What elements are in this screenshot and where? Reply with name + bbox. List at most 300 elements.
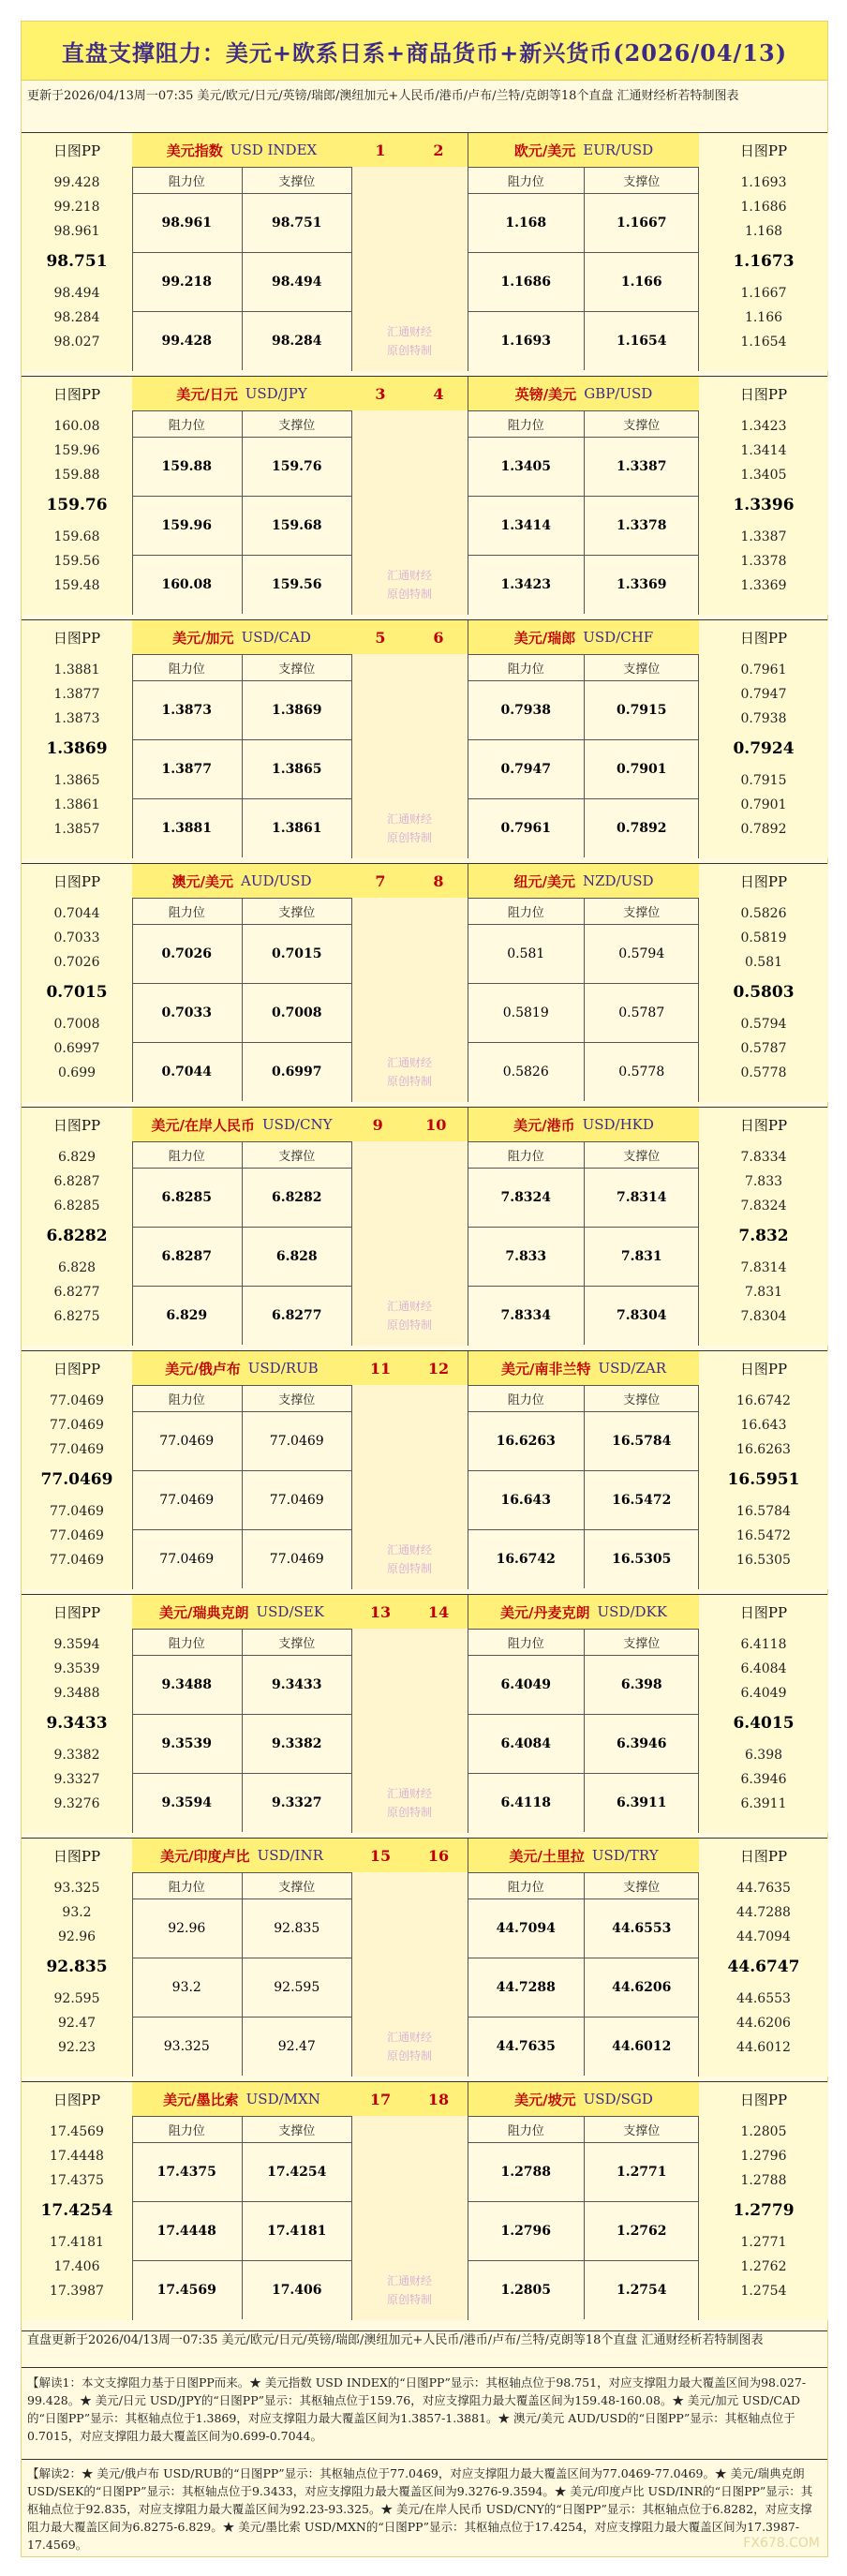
pp-column-right [698, 1595, 828, 1833]
watermark [351, 1297, 468, 1334]
pair-header-right [468, 2082, 699, 2117]
pp-column-right [698, 620, 828, 858]
pair-numbers [351, 1351, 468, 1386]
resistance-value: 9.3488 [132, 1655, 243, 1714]
levels-row [468, 496, 699, 556]
pp-level: 1.3861 [53, 797, 100, 812]
pp-level: 7.833 [744, 1173, 783, 1189]
pair-numbers [351, 864, 468, 899]
resistance-header: 阻力位 [468, 1141, 585, 1168]
pivot-point: 6.8282 [46, 1227, 108, 1245]
middle-spacer [351, 1141, 468, 1346]
middle-spacer [351, 410, 468, 615]
support-header: 支撑位 [623, 662, 661, 677]
support-value: 1.3378 [616, 517, 667, 533]
pp-level: 17.4569 [50, 2123, 104, 2139]
levels-table-right [468, 1872, 699, 2077]
pair-name: 美元/南非兰特 [500, 1360, 591, 1377]
pair-numbers [351, 2082, 468, 2117]
watermark-line: 汇通财经 [386, 2274, 432, 2287]
support-header: 支撑位 [278, 418, 316, 433]
levels-table-right [468, 1385, 699, 1589]
pp-level: 6.8277 [53, 1284, 100, 1300]
pp-level: 44.7288 [736, 1904, 791, 1920]
pp-level: 1.2754 [740, 2283, 787, 2299]
levels-header [468, 898, 699, 925]
pp-level: 9.3382 [53, 1747, 100, 1763]
levels-table-right [468, 167, 699, 371]
pp-column-left [22, 133, 133, 371]
support-value: 44.6012 [612, 2038, 672, 2054]
pp-level: 0.7938 [740, 710, 787, 726]
levels-table-left [132, 1629, 352, 1833]
pivot-point: 92.835 [46, 1958, 108, 1976]
resistance-value: 9.3539 [132, 1714, 243, 1773]
pair-header-left [132, 2082, 352, 2117]
pair-header-right [468, 620, 699, 655]
levels-row [132, 680, 351, 740]
resistance-value: 44.7635 [468, 2017, 585, 2076]
pp-level: 77.0469 [50, 1503, 104, 1519]
pp-column-left [22, 1595, 133, 1833]
resistance-value: 159.96 [132, 496, 243, 555]
support-value: 98.494 [271, 274, 322, 290]
pp-level: 159.88 [53, 467, 100, 483]
levels-row [132, 2017, 351, 2076]
support-header: 支撑位 [623, 2123, 661, 2138]
pp-header: 日图PP [52, 872, 101, 890]
pp-level: 1.1686 [740, 199, 787, 215]
resistance-value: 6.4084 [468, 1714, 585, 1773]
page [21, 21, 828, 2557]
pp-column-right [698, 1108, 828, 1346]
levels-row [132, 193, 351, 253]
pivot-point: 1.2779 [733, 2201, 795, 2220]
pp-level: 1.3857 [53, 821, 100, 837]
support-value: 159.56 [271, 576, 322, 592]
support-value: 1.2754 [616, 2282, 667, 2298]
pp-column-right [698, 864, 828, 1102]
resistance-value: 16.643 [468, 1470, 585, 1529]
pair-number-left: 15 [369, 1846, 392, 1865]
levels-row [468, 252, 699, 312]
levels-row [132, 1655, 351, 1715]
pair-code: NZD/USD [582, 872, 654, 889]
levels-row [468, 2201, 699, 2261]
resistance-value: 0.5826 [468, 1042, 585, 1101]
resistance-value: 160.08 [132, 555, 243, 614]
pair-name: 美元/墨比索 [163, 2091, 239, 2108]
pair-number-left: 9 [372, 1115, 383, 1134]
pp-level: 1.3865 [53, 772, 100, 788]
pp-header: 日图PP [739, 385, 788, 403]
support-value: 0.7015 [271, 946, 322, 961]
pair-name: 英镑/美元 [514, 385, 577, 403]
pp-level: 6.829 [57, 1149, 97, 1165]
levels-header [132, 167, 351, 194]
resistance-value: 99.428 [132, 311, 243, 370]
levels-table-right [468, 654, 699, 858]
pp-header: 日图PP [739, 1360, 788, 1377]
pp-level: 44.7635 [736, 1880, 791, 1896]
pp-level: 159.48 [53, 577, 100, 593]
pp-level: 16.6263 [736, 1441, 791, 1457]
pair-block [22, 132, 827, 371]
pair-block [22, 1350, 827, 1589]
resistance-value: 9.3594 [132, 1773, 243, 1832]
pp-level: 0.7901 [740, 797, 787, 812]
resistance-value: 0.5819 [468, 983, 585, 1042]
pair-numbers [351, 133, 468, 168]
support-header: 支撑位 [623, 174, 661, 189]
resistance-header: 阻力位 [468, 654, 585, 680]
pp-level: 1.2762 [740, 2258, 787, 2274]
resistance-header: 阻力位 [132, 1629, 243, 1655]
pp-level: 159.56 [53, 553, 100, 569]
pp-level: 1.3873 [53, 710, 100, 726]
pp-level: 77.0469 [50, 1527, 104, 1543]
pp-level: 7.8304 [740, 1308, 787, 1324]
middle-spacer [351, 1872, 468, 2077]
pp-level: 1.168 [744, 223, 783, 239]
resistance-value: 1.1693 [468, 311, 585, 370]
support-value: 1.2771 [616, 2164, 667, 2180]
resistance-header: 阻力位 [132, 167, 243, 193]
note-1: 【解读1：本文支撑阻力基于日图PP而来。★ 美元指数 USD INDEX的“日图PP”显示：其枢轴点位于98.751，对应支撑阻力最大覆盖区间为98.027-99.428。★ 美元/日元 USD/JPY的“日图PP”显示：其枢轴点位于159.76，对应支撑阻力最大覆盖区间为159.48-160.08。★ 美元/加元 USD/CAD的“日图PP”显示：其枢轴点位于1.3869，对应支撑阻力最大覆盖区间为1.3857-1.3881。★ 澳元/美元 AUD/USD的“日图PP”显示：其枢轴点位于0.7015，对应支撑阻力最大覆盖区间为0.699-0.7044。 [22, 2372, 827, 2460]
resistance-value: 0.7938 [468, 680, 585, 739]
resistance-value: 7.833 [468, 1227, 585, 1286]
resistance-value: 77.0469 [132, 1470, 243, 1529]
resistance-header: 阻力位 [132, 2116, 243, 2142]
pair-numbers [351, 620, 468, 655]
levels-header [132, 1629, 351, 1656]
pp-level: 0.6997 [53, 1040, 100, 1056]
pp-column-right [698, 377, 828, 615]
levels-header [468, 2116, 699, 2143]
support-header: 支撑位 [278, 1392, 316, 1407]
pp-level: 6.4049 [740, 1685, 787, 1701]
pair-header-left [132, 133, 352, 168]
support-value: 7.8314 [616, 1189, 667, 1205]
pivot-point: 159.76 [46, 496, 108, 514]
resistance-value: 44.7094 [468, 1898, 585, 1958]
pivot-point: 0.7015 [46, 983, 108, 1002]
support-value: 0.6997 [271, 1064, 322, 1080]
pp-level: 7.831 [744, 1284, 783, 1300]
pp-header: 日图PP [52, 1360, 101, 1377]
pair-name: 美元/在岸人民币 [151, 1116, 255, 1134]
levels-row [468, 311, 699, 370]
pp-header: 日图PP [739, 629, 788, 647]
pair-name: 美元/土里拉 [509, 1847, 585, 1865]
pp-level: 160.08 [53, 418, 100, 434]
resistance-value: 7.8324 [468, 1168, 585, 1227]
support-header: 支撑位 [623, 1149, 661, 1164]
levels-row [468, 555, 699, 614]
levels-row [468, 437, 699, 497]
pair-name: 美元/坡元 [514, 2091, 576, 2108]
pp-level: 6.8275 [53, 1308, 100, 1324]
support-header: 支撑位 [278, 905, 316, 920]
pair-number-right: 4 [433, 384, 444, 403]
pair-header-left [132, 1351, 352, 1386]
support-value: 9.3433 [271, 1676, 322, 1692]
levels-header [132, 1141, 351, 1169]
resistance-value: 92.96 [132, 1898, 243, 1958]
levels-table-left [132, 1141, 352, 1346]
watermark-line: 原创特制 [386, 831, 432, 844]
levels-table-left [132, 898, 352, 1102]
levels-header [468, 1629, 699, 1656]
levels-header [132, 410, 351, 438]
watermark-line: 原创特制 [386, 2049, 432, 2062]
pair-name: 美元/瑞郎 [513, 629, 576, 647]
pair-number-right: 16 [427, 1846, 450, 1865]
watermark-line: 汇通财经 [386, 1056, 432, 1069]
resistance-value: 1.3414 [468, 496, 585, 555]
support-header: 支撑位 [278, 1636, 316, 1651]
resistance-value: 77.0469 [132, 1529, 243, 1588]
pair-name: 美元/日元 [176, 385, 238, 403]
levels-row [468, 1227, 699, 1287]
levels-row [132, 1411, 351, 1471]
levels-header [132, 1385, 351, 1412]
middle-spacer [351, 654, 468, 858]
pp-header: 日图PP [739, 872, 788, 890]
pair-block [22, 619, 827, 858]
levels-row [132, 1168, 351, 1228]
support-value: 92.835 [274, 1920, 320, 1936]
resistance-header: 阻力位 [468, 167, 585, 193]
pair-block [22, 1594, 827, 1833]
pair-numbers [351, 1108, 468, 1142]
watermark-line: 原创特制 [386, 2293, 432, 2306]
watermark [351, 322, 468, 360]
pair-number-left: 17 [369, 2090, 392, 2108]
levels-row [468, 193, 699, 253]
levels-header [468, 1141, 699, 1169]
watermark-line: 原创特制 [386, 344, 432, 357]
support-header: 支撑位 [278, 662, 316, 677]
resistance-value: 0.7961 [468, 798, 585, 857]
resistance-header: 阻力位 [468, 2116, 585, 2142]
pivot-point: 9.3433 [46, 1714, 108, 1733]
pivot-point: 7.832 [738, 1227, 789, 1245]
levels-row [468, 1411, 699, 1471]
pp-header: 日图PP [739, 1847, 788, 1865]
pp-level: 77.0469 [50, 1441, 104, 1457]
levels-table-left [132, 1385, 352, 1589]
pp-level: 92.595 [53, 1990, 100, 2006]
pp-level: 16.5305 [736, 1552, 791, 1568]
resistance-value: 44.7288 [468, 1958, 585, 2017]
pp-level: 0.699 [57, 1065, 97, 1080]
pivot-point: 1.1673 [733, 252, 795, 271]
levels-row [132, 1714, 351, 1774]
support-value: 44.6553 [612, 1920, 672, 1936]
support-header: 支撑位 [278, 174, 316, 189]
support-value: 7.8304 [616, 1307, 667, 1323]
support-value: 6.3911 [616, 1794, 667, 1810]
support-value: 1.3369 [616, 576, 667, 592]
pp-level: 44.7094 [736, 1928, 791, 1944]
pp-level: 16.5472 [736, 1527, 791, 1543]
watermark-line: 汇通财经 [386, 569, 432, 582]
levels-row [132, 2142, 351, 2202]
levels-row [468, 798, 699, 857]
pp-level: 93.2 [62, 1904, 92, 1920]
resistance-value: 159.88 [132, 437, 243, 496]
levels-table-left [132, 654, 352, 858]
levels-row [468, 739, 699, 799]
pp-level: 1.1654 [740, 334, 787, 350]
resistance-value: 17.4375 [132, 2142, 243, 2201]
levels-row [132, 2260, 351, 2319]
pivot-point: 77.0469 [40, 1470, 113, 1489]
resistance-value: 1.3423 [468, 555, 585, 614]
pp-level: 7.8334 [740, 1149, 787, 1165]
pp-level: 98.494 [53, 285, 100, 301]
pivot-point: 98.751 [46, 252, 108, 271]
pair-code: USD/SGD [583, 2091, 653, 2107]
footer-update: 直盘更新于2026/04/13周一07:35 美元/欧元/日元/英镑/瑞郎/澳纽加元+人民币/港币/卢布/兰特/克朗等18个直盘 汇通财经析若特制图表 [22, 2330, 827, 2368]
levels-row [132, 924, 351, 984]
pair-header-right [468, 1595, 699, 1630]
pp-level: 92.47 [57, 2015, 97, 2031]
levels-table-right [468, 898, 699, 1102]
levels-row [132, 1042, 351, 1101]
support-header: 支撑位 [278, 1880, 316, 1895]
levels-row [132, 437, 351, 497]
pp-level: 9.3276 [53, 1795, 100, 1811]
pair-header-left [132, 377, 352, 411]
resistance-value: 1.3873 [132, 680, 243, 739]
levels-header [468, 654, 699, 681]
resistance-value: 1.168 [468, 193, 585, 252]
levels-table-right [468, 2116, 699, 2320]
pair-header-right [468, 864, 699, 899]
pivot-point: 0.7924 [733, 739, 795, 758]
pp-level: 159.68 [53, 529, 100, 544]
watermark [351, 810, 468, 847]
pair-block [22, 1107, 827, 1346]
levels-row [468, 1470, 699, 1530]
levels-header [132, 898, 351, 925]
resistance-value: 93.2 [132, 1958, 243, 2017]
pair-header-left [132, 1595, 352, 1630]
pair-number-right: 6 [433, 628, 444, 647]
resistance-value: 77.0469 [132, 1411, 243, 1470]
pp-level: 0.7033 [53, 930, 100, 946]
middle-spacer [351, 167, 468, 371]
pp-level: 44.6553 [736, 1990, 791, 2006]
levels-row [468, 680, 699, 740]
watermark [351, 1541, 468, 1578]
pp-level: 1.3369 [740, 577, 787, 593]
levels-table-left [132, 1872, 352, 2077]
pp-level: 77.0469 [50, 1392, 104, 1408]
pp-level: 6.4118 [740, 1636, 787, 1652]
resistance-value: 93.325 [132, 2017, 243, 2076]
levels-row [468, 1042, 699, 1101]
pp-level: 92.96 [57, 1928, 97, 1944]
pair-header-right [468, 1351, 699, 1386]
support-value: 0.5778 [618, 1064, 665, 1080]
resistance-value: 1.3405 [468, 437, 585, 496]
support-value: 6.8277 [271, 1307, 322, 1323]
pair-code: GBP/USD [584, 385, 653, 402]
support-header: 支撑位 [623, 1880, 661, 1895]
pair-header-right [468, 1839, 699, 1873]
pp-level: 1.3405 [740, 467, 787, 483]
pp-level: 9.3327 [53, 1771, 100, 1787]
resistance-value: 0.7033 [132, 983, 243, 1042]
levels-row [468, 1655, 699, 1715]
pp-level: 77.0469 [50, 1417, 104, 1433]
resistance-header: 阻力位 [132, 1872, 243, 1898]
pair-code: USD/JPY [245, 385, 307, 402]
resistance-value: 6.829 [132, 1286, 243, 1345]
pair-name: 美元/港币 [513, 1116, 575, 1134]
resistance-value: 16.6742 [468, 1529, 585, 1588]
watermark-line: 汇通财经 [386, 325, 432, 338]
watermark [351, 566, 468, 603]
pp-level: 9.3594 [53, 1636, 100, 1652]
support-value: 6.8282 [271, 1189, 322, 1205]
pair-number-left: 7 [375, 871, 386, 890]
support-header: 支撑位 [278, 2123, 316, 2138]
pp-level: 0.7008 [53, 1016, 100, 1032]
pp-header: 日图PP [52, 2091, 101, 2108]
support-header: 支撑位 [623, 905, 661, 920]
pp-level: 6.3946 [740, 1771, 787, 1787]
resistance-value: 6.8287 [132, 1227, 243, 1286]
resistance-header: 阻力位 [132, 654, 243, 680]
resistance-value: 1.2796 [468, 2201, 585, 2260]
pp-level: 0.581 [744, 954, 783, 970]
levels-row [468, 2260, 699, 2319]
support-value: 1.1654 [616, 333, 667, 349]
resistance-header: 阻力位 [468, 1629, 585, 1655]
pp-level: 1.3387 [740, 529, 787, 544]
pp-column-left [22, 2082, 133, 2320]
resistance-value: 17.4448 [132, 2201, 243, 2260]
pp-level: 98.284 [53, 309, 100, 325]
pair-name: 纽元/美元 [513, 872, 575, 890]
pp-level: 99.428 [53, 174, 100, 190]
pp-level: 9.3488 [53, 1685, 100, 1701]
levels-header [468, 410, 699, 438]
levels-row [468, 2142, 699, 2202]
levels-header [468, 1872, 699, 1899]
pp-column-right [698, 1351, 828, 1589]
support-value: 98.284 [271, 333, 322, 349]
support-value: 17.4254 [267, 2164, 327, 2180]
pair-code: USD/MXN [245, 2091, 320, 2107]
resistance-value: 17.4569 [132, 2260, 243, 2319]
pair-code: USD/HKD [582, 1116, 654, 1133]
levels-row [468, 1168, 699, 1228]
levels-row [468, 924, 699, 984]
pair-code: USD/CAD [241, 629, 311, 646]
resistance-value: 98.961 [132, 193, 243, 252]
pp-level: 6.8285 [53, 1198, 100, 1214]
resistance-value: 1.3881 [132, 798, 243, 857]
pp-header: 日图PP [52, 1116, 101, 1134]
pp-level: 98.961 [53, 223, 100, 239]
watermark-line: 原创特制 [386, 1562, 432, 1575]
pair-name: 美元/俄卢布 [165, 1360, 241, 1377]
